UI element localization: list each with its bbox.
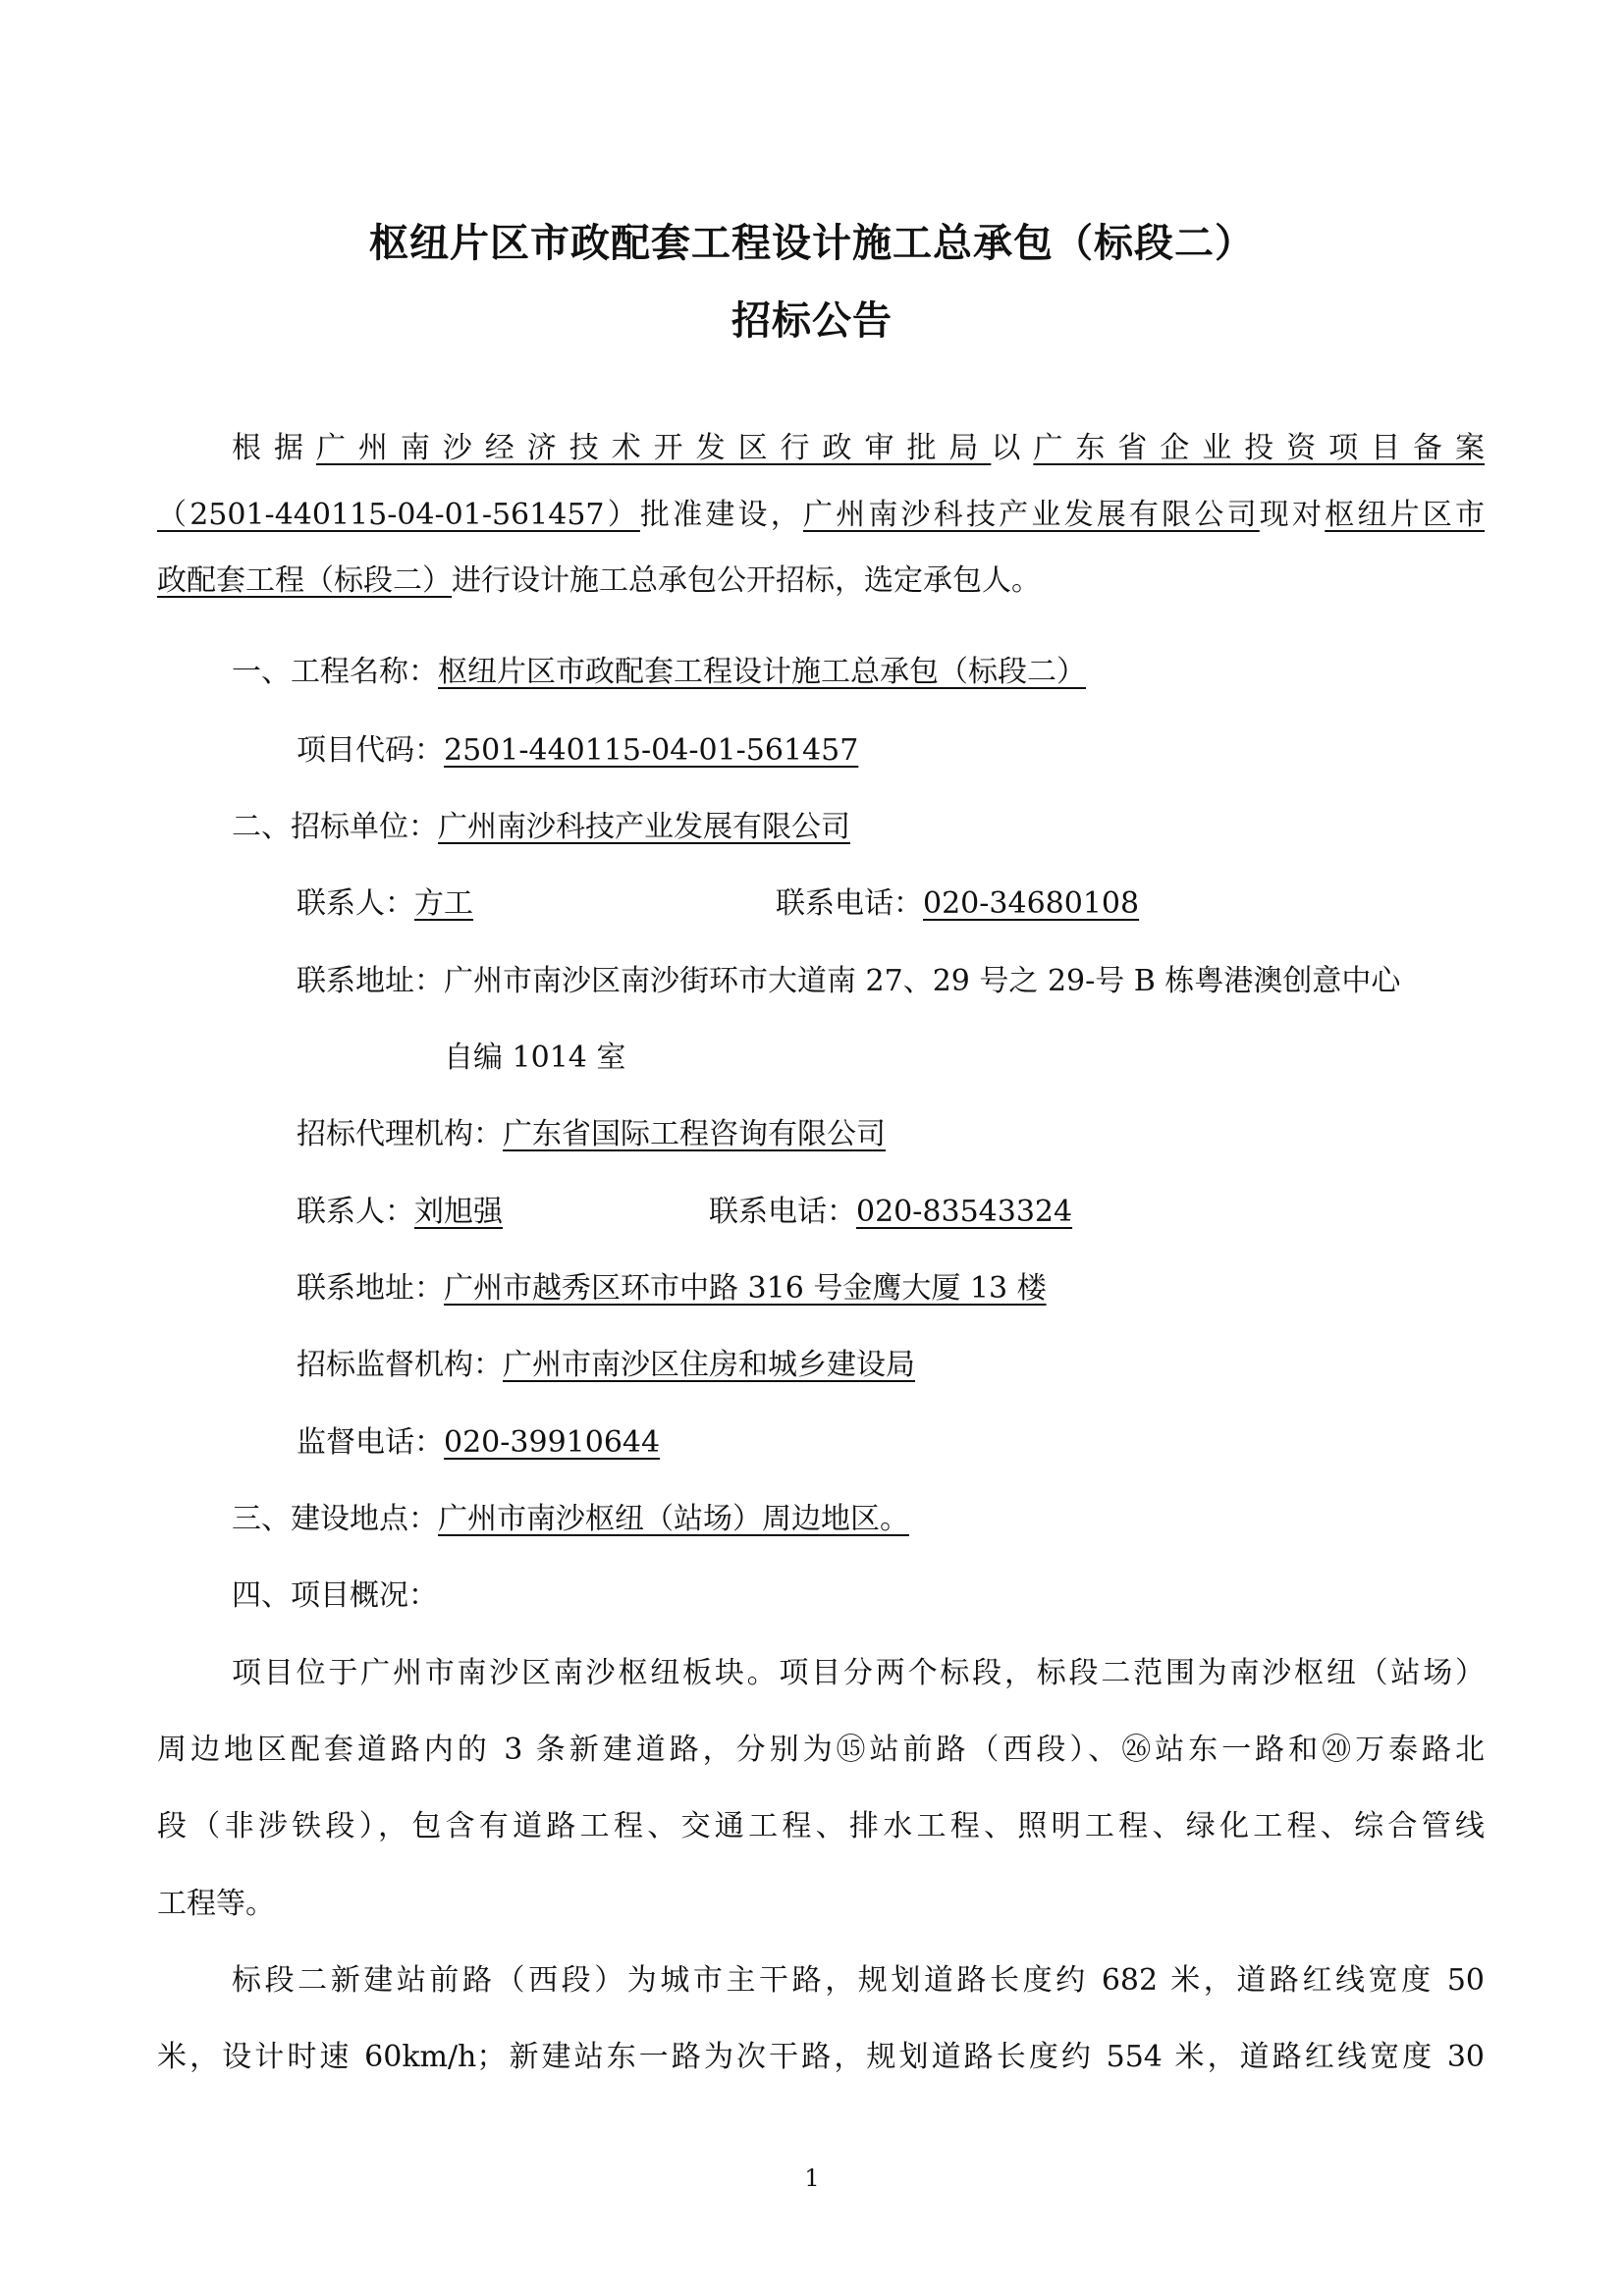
overview-para1-line4: 工程等。: [157, 1887, 275, 1921]
tenderer-address: 联系地址：广州市南沙区南沙街环市大道南 27、29 号之 29-号 B 栋粤港澳创意中心: [297, 964, 1401, 998]
supervisor-phone: 监督电话：020-39910644: [297, 1425, 661, 1460]
agency: 招标代理机构：广东省国际工程咨询有限公司: [297, 1117, 886, 1151]
agency-address: 联系地址：广州市越秀区环市中路 316 号金鹰大厦 13 楼: [297, 1271, 1047, 1306]
agency-value: 广东省国际工程咨询有限公司: [503, 1117, 886, 1151]
intro-line-3: 政配套工程（标段二）进行设计施工总承包公开招标，选定承包人。: [157, 563, 1041, 598]
overview-para2-line2: 米，设计时速 60km/h；新建站东一路为次干路，规划道路长度约 554 米，道路红线宽度 30: [157, 2040, 1485, 2074]
location-value: 广州市南沙枢纽（站场）周边地区。: [438, 1502, 909, 1536]
tenderer-contact: 联系人：方工: [297, 886, 473, 921]
approval-basis: 广东省企业投资项目备案: [1033, 431, 1486, 465]
agency-address-value: 广州市越秀区环市中路 316 号金鹰大厦 13 楼: [444, 1271, 1047, 1306]
project-code: 项目代码：2501-440115-04-01-561457: [297, 733, 859, 768]
tenderer-phone-value: 020-34680108: [923, 886, 1140, 921]
document-title: 枢纽片区市政配套工程设计施工总承包（标段二）: [369, 221, 1255, 266]
project-code-value: 2501-440115-04-01-561457: [444, 733, 859, 768]
agency-phone: 联系电话：020-83543324: [709, 1195, 1073, 1229]
overview-para1-line3: 段（非涉铁段），包含有道路工程、交通工程、排水工程、照明工程、绿化工程、综合管线: [157, 1809, 1485, 1843]
approver: 广州南沙经济技术开发区行政审批局: [315, 431, 992, 465]
approval-code: （2501-440115-04-01-561457）: [157, 498, 640, 532]
intro-line-2: （2501-440115-04-01-561457）批准建设，广州南沙科技产业发展有限公司现对枢纽片区市: [157, 498, 1486, 532]
tenderer-contact-value: 方工: [414, 886, 473, 921]
agency-contact: 联系人：刘旭强: [297, 1195, 503, 1229]
overview-para1-line1: 项目位于广州市南沙区南沙枢纽板块。项目分两个标段，标段二范围为南沙枢纽（站场）: [232, 1656, 1485, 1690]
page-number: 1: [804, 2164, 820, 2192]
supervisor-phone-value: 020-39910644: [444, 1425, 661, 1460]
agency-phone-value: 020-83543324: [856, 1195, 1073, 1229]
section-overview: 四、项目概况：: [232, 1578, 438, 1613]
project-name-value: 枢纽片区市政配套工程设计施工总承包（标段二）: [438, 655, 1086, 689]
section-project-name: 一、工程名称：枢纽片区市政配套工程设计施工总承包（标段二）: [232, 655, 1086, 689]
section-tenderer: 二、招标单位：广州南沙科技产业发展有限公司: [232, 810, 850, 844]
supervisor-value: 广州市南沙区住房和城乡建设局: [503, 1348, 915, 1382]
section-location: 三、建设地点：广州市南沙枢纽（站场）周边地区。: [232, 1502, 909, 1536]
tenderer-value: 广州南沙科技产业发展有限公司: [438, 810, 850, 844]
project-name-inline: 政配套工程（标段二）: [157, 563, 452, 598]
supervisor: 招标监督机构：广州市南沙区住房和城乡建设局: [297, 1348, 915, 1382]
tenderer-address-value: 广州市南沙区南沙街环市大道南 27、29 号之 29-号 B 栋粤港澳创意中心: [444, 964, 1401, 998]
overview-para1-line2: 周边地区配套道路内的 3 条新建道路，分别为⑮站前路（西段）、㉖站东一路和⑳万泰路北: [157, 1733, 1485, 1767]
tenderer-address-line-2: 自编 1014 室: [444, 1041, 626, 1075]
owner: 广州南沙科技产业发展有限公司: [802, 498, 1260, 532]
tenderer-phone: 联系电话：020-34680108: [776, 886, 1140, 921]
document-subtitle: 招标公告: [731, 298, 893, 344]
overview-para2-line1: 标段二新建站前路（西段）为城市主干路，规划道路长度约 682 米，道路红线宽度 50: [232, 1963, 1485, 1998]
intro-line-1: 根据广州南沙经济技术开发区行政审批局以广东省企业投资项目备案: [232, 431, 1486, 465]
agency-contact-value: 刘旭强: [414, 1195, 503, 1229]
